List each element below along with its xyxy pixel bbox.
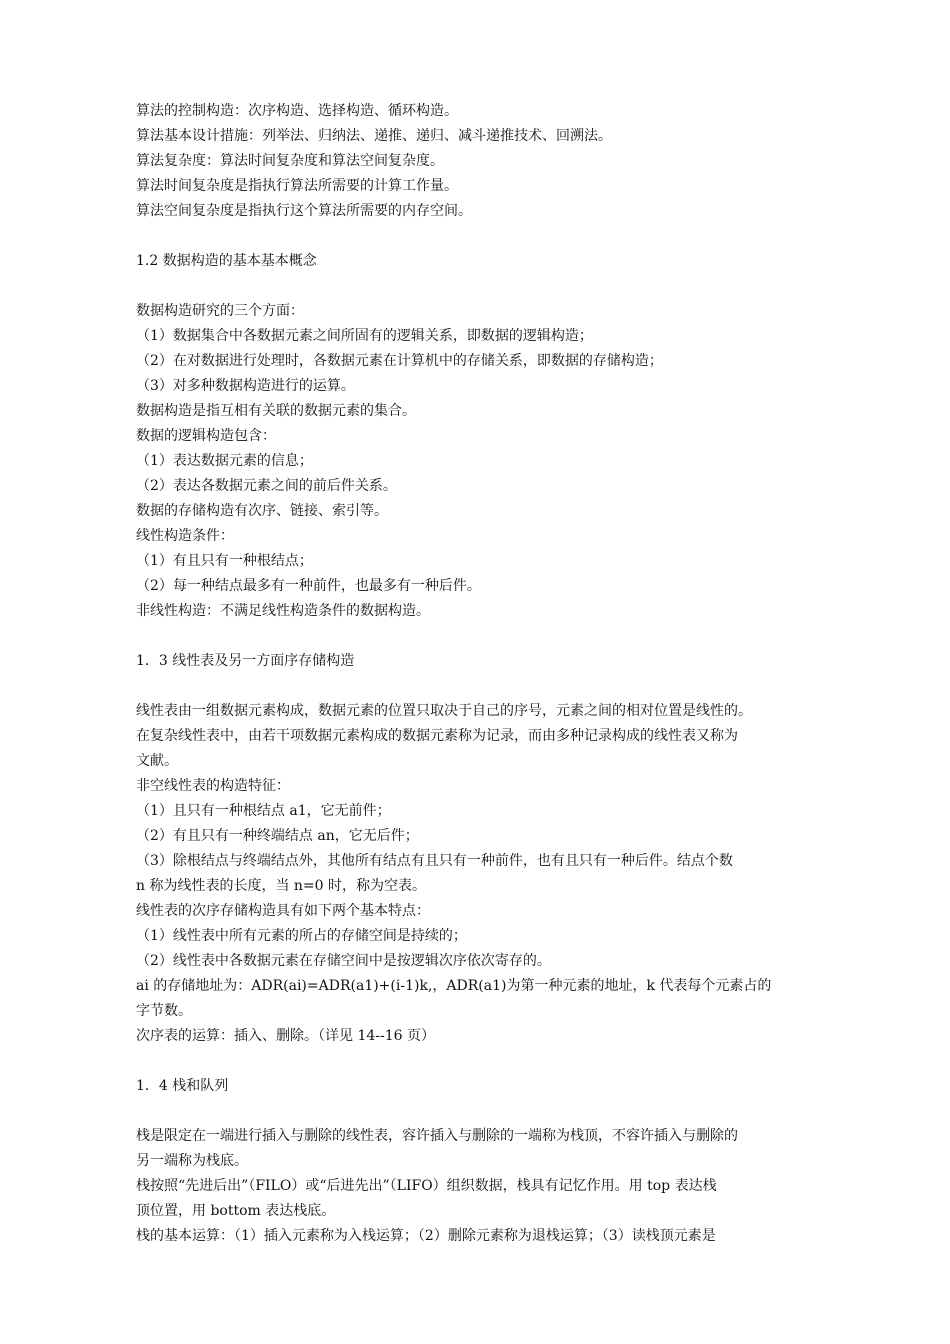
text-line: 算法空间复杂度是指执行这个算法所需要的内存空间。 (136, 203, 472, 219)
text-line: 字节数。 (136, 1003, 192, 1019)
text-line: （1）有且只有一种根结点； (136, 553, 313, 569)
text-line: 栈按照“先进后出”（FILO）或“后进先出”（LIFO）组织数据，栈具有记忆作用。用 top 表达栈 (136, 1178, 717, 1194)
text-line: 数据的逻辑构造包含： (136, 428, 276, 444)
text-line: 线性构造条件： (136, 528, 234, 544)
text-line: 算法的控制构造：次序构造、选择构造、循环构造。 (136, 103, 458, 119)
blank-line (136, 274, 868, 299)
section-heading: 1．3 线性表及另一方面序存储构造 (136, 653, 355, 669)
text-line: （1）数据集合中各数据元素之间所固有的逻辑关系，即数据的逻辑构造； (136, 328, 593, 344)
text-line: （2）有且只有一种终端结点 an，它无后件； (136, 828, 419, 844)
text-line: 算法基本设计措施：列举法、归纳法、递推、递归、减斗递推技术、回溯法。 (136, 128, 612, 144)
text-line: 非空线性表的构造特征： (136, 778, 290, 794)
blank-line (136, 624, 868, 649)
text-line: （1）表达数据元素的信息； (136, 453, 313, 469)
text-line: （3）对多种数据构造进行的运算。 (136, 378, 355, 394)
text-line: 算法时间复杂度是指执行算法所需要的计算工作量。 (136, 178, 458, 194)
text-line: 次序表的运算：插入、删除。（详见 14--16 页） (136, 1028, 435, 1044)
blank-line (136, 674, 868, 699)
text-line: 在复杂线性表中，由若干项数据元素构成的数据元素称为记录，而由多种记录构成的线性表又称为 (136, 728, 738, 744)
text-line: 算法复杂度：算法时间复杂度和算法空间复杂度。 (136, 153, 444, 169)
text-line: （2）线性表中各数据元素在存储空间中是按逻辑次序依次寄存的。 (136, 953, 551, 969)
blank-line (136, 1049, 868, 1074)
text-line: 文献。 (136, 753, 178, 769)
text-line: （2）表达各数据元素之间的前后件关系。 (136, 478, 397, 494)
section-heading: 1.2 数据构造的基本基本概念 (136, 253, 317, 269)
text-line: 数据构造是指互相有关联的数据元素的集合。 (136, 403, 416, 419)
section-heading: 1．4 栈和队列 (136, 1078, 229, 1094)
text-line: 栈的基本运算：（1）插入元素称为入栈运算；（2）删除元素称为退栈运算；（3）读栈顶元素是 (136, 1228, 716, 1244)
text-line: n 称为线性表的长度，当 n=0 时，称为空表。 (136, 878, 427, 894)
text-line: （2）每一种结点最多有一种前件，也最多有一种后件。 (136, 578, 481, 594)
text-line: 非线性构造：不满足线性构造条件的数据构造。 (136, 603, 430, 619)
text-line: 数据的存储构造有次序、链接、索引等。 (136, 503, 388, 519)
text-line: 数据构造研究的三个方面： (136, 303, 304, 319)
text-line: （1）且只有一种根结点 a1，它无前件； (136, 803, 391, 819)
text-line: （2）在对数据进行处理时，各数据元素在计算机中的存储关系，即数据的存储构造； (136, 353, 663, 369)
text-line: 另一端称为栈底。 (136, 1153, 248, 1169)
text-line: ai 的存储地址为：ADR(ai)=ADR(a1)+(i-1)k,，ADR(a1)为第一种元素的地址，k 代表每个元素占的 (136, 978, 772, 994)
text-line: （3）除根结点与终端结点外，其他所有结点有且只有一种前件，也有且只有一种后件。结点个数 (136, 853, 733, 869)
text-line: 线性表的次序存储构造具有如下两个基本特点： (136, 903, 430, 919)
text-line: （1）线性表中所有元素的所占的存储空间是持续的； (136, 928, 467, 944)
text-line: 线性表由一组数据元素构成，数据元素的位置只取决于自己的序号，元素之间的相对位置是线性的。 (136, 703, 752, 719)
text-line: 顶位置，用 bottom 表达栈底。 (136, 1203, 336, 1219)
document-body (136, 99, 868, 1249)
blank-line (136, 1099, 868, 1124)
text-line: 栈是限定在一端进行插入与删除的线性表，容许插入与删除的一端称为栈顶，不容许插入与删除的 (136, 1128, 738, 1144)
blank-line (136, 224, 868, 249)
